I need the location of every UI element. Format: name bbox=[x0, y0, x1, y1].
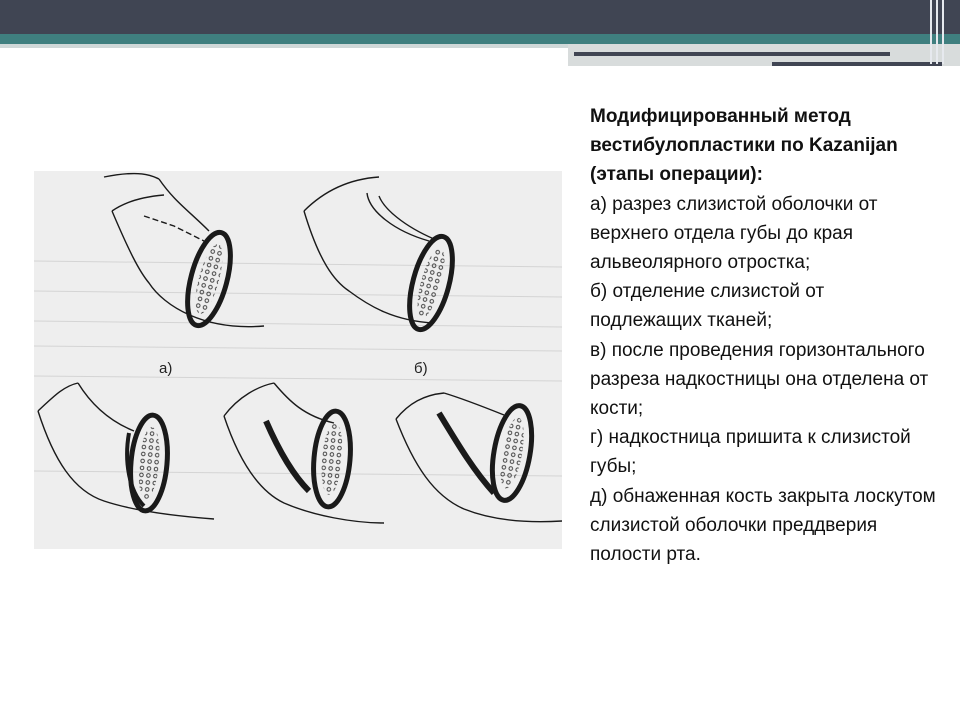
stage-b-drawing bbox=[304, 177, 461, 334]
slide-decor-bar bbox=[930, 0, 932, 64]
scan-noise bbox=[34, 261, 562, 476]
stage-d-drawing bbox=[224, 383, 384, 523]
slide-header-accent bbox=[0, 34, 960, 44]
slide-text bbox=[590, 102, 940, 569]
stage-a-label: а) bbox=[159, 360, 173, 377]
slide-decor-line bbox=[574, 52, 890, 56]
stage-a-drawing bbox=[104, 174, 264, 331]
slide-decor-bar bbox=[936, 0, 938, 64]
slide-title: Модифицированный метод вестибулопластики по Kazanijan (этапы операции): bbox=[590, 106, 898, 186]
surgery-stages-figure bbox=[34, 171, 562, 549]
step-d: г) надкостница пришита к слизистой губы; bbox=[590, 427, 911, 478]
stage-e-drawing bbox=[396, 393, 562, 522]
step-b: б) отделение слизистой от подлежащих тканей; bbox=[590, 281, 825, 332]
slide-decor-bar bbox=[942, 0, 944, 64]
slide-decor-line-short bbox=[772, 62, 942, 66]
step-a: а) разрез слизистой оболочки от верхнего отдела губы до края альвеолярного отростка; bbox=[590, 193, 878, 274]
stage-b-label: б) bbox=[414, 360, 428, 377]
step-e: д) обнаженная кость закрыта лоскутом слизистой оболочки преддверия полости рта. bbox=[590, 485, 936, 566]
slide-header-bar bbox=[0, 0, 960, 34]
surgery-stages-illustration bbox=[34, 171, 562, 549]
stage-c-drawing bbox=[38, 383, 214, 519]
step-c: в) после проведения горизонтального разреза надкостницы она отделена от кости; bbox=[590, 339, 929, 420]
